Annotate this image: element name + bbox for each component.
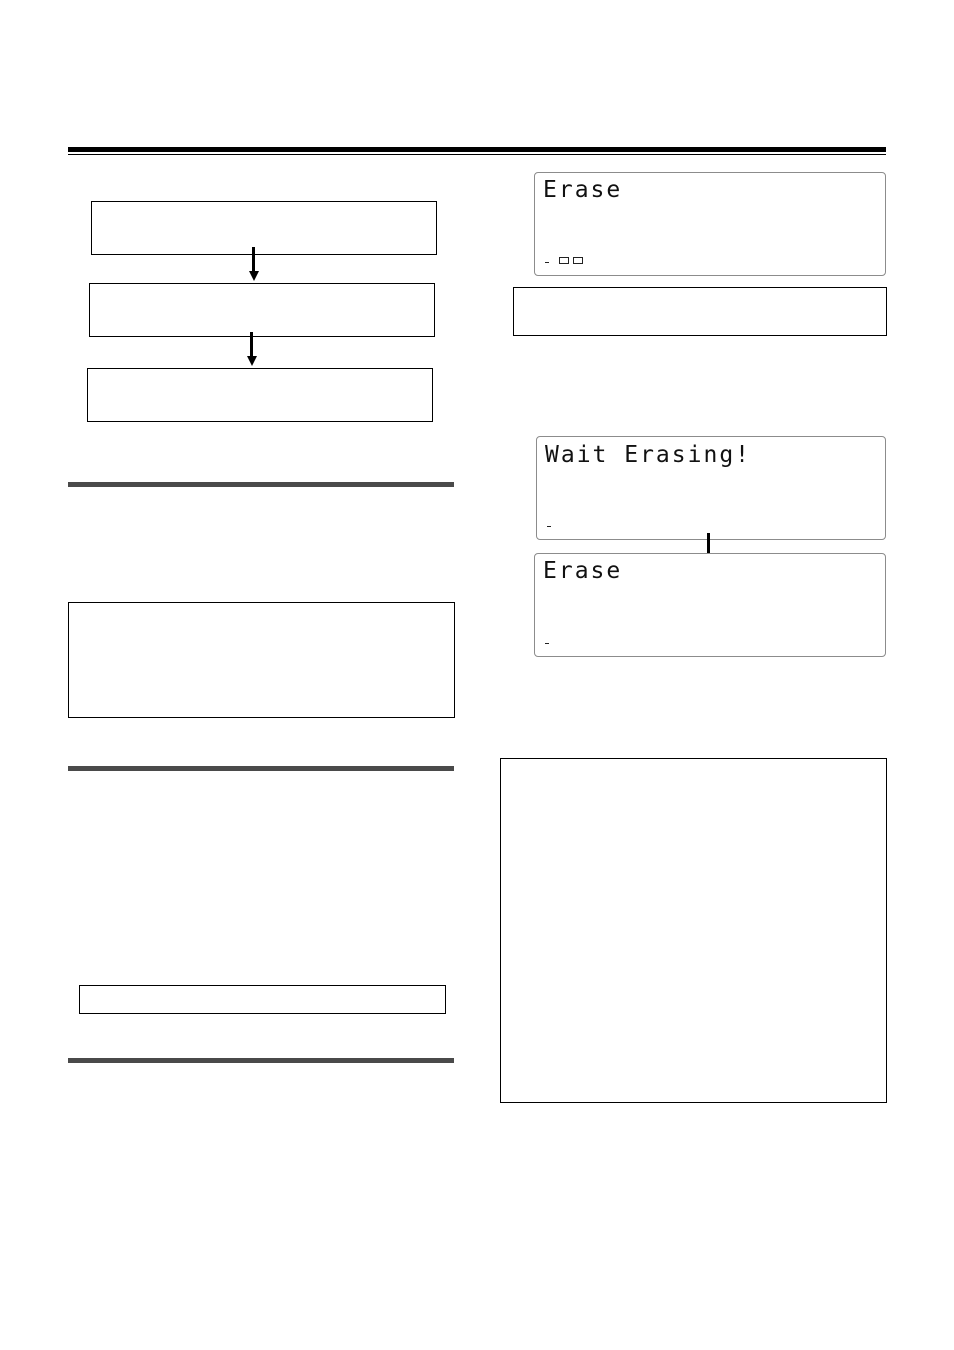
flow-step-2 (89, 283, 435, 337)
note-box (68, 602, 455, 718)
section-rule-2 (68, 766, 454, 771)
caution-box (79, 985, 446, 1014)
header-rule (68, 147, 886, 152)
lcd-text: Erase (543, 177, 623, 203)
lcd-cursor (547, 526, 551, 527)
section-rule-3 (68, 1058, 454, 1063)
lcd-screen-wait-erasing (536, 436, 886, 540)
flow-arrow-1 (249, 247, 259, 281)
header-rule-thin (68, 154, 886, 155)
flow-arrow-2 (247, 332, 257, 366)
section-rule-1 (68, 482, 454, 487)
flow-step-3 (87, 368, 433, 422)
lcd-text: Wait Erasing! (545, 442, 752, 468)
lcd-screen-erase-confirm (534, 172, 886, 276)
flow-step-1 (91, 201, 437, 255)
lcd-cursor (545, 262, 549, 263)
lcd-text: Erase (543, 558, 623, 584)
lcd-screen-erase-done (534, 553, 886, 657)
large-note-box (500, 758, 887, 1103)
instruction-box (513, 287, 887, 336)
lcd-cell-icon (559, 257, 569, 264)
lcd-cell-icon (573, 257, 583, 264)
lcd-cursor (545, 643, 549, 644)
